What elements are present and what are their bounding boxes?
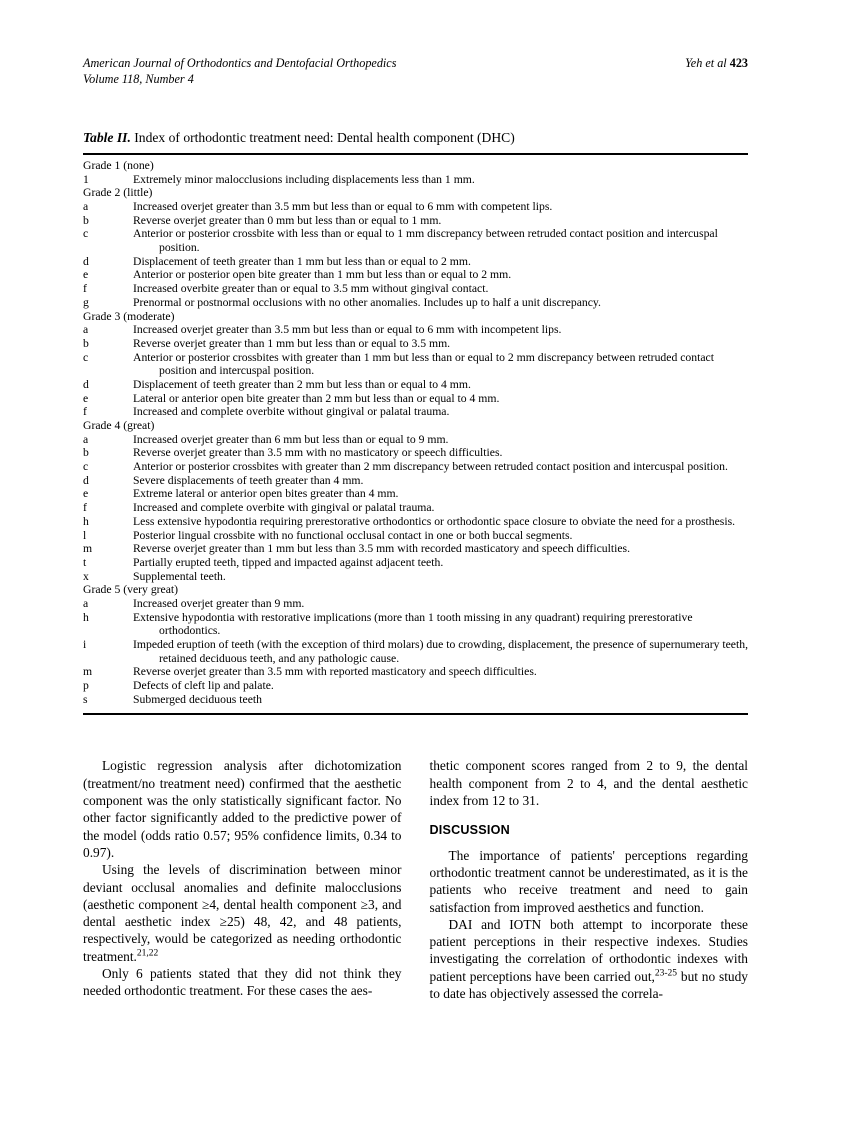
- table-row: [83, 556, 748, 570]
- table-row: [83, 515, 748, 529]
- row-text: Reverse overjet greater than 3.5 mm with no masticatory or speech difficulties.: [133, 446, 503, 460]
- paragraph: Using the levels of discrimination between minor deviant occlusal anomalies and definite malocclusions (aesthetic component ≥4, dental health component ≥3, and dental aesthetic index ≥25) 48, 42, and 48 patients, respectively, would be categorized as needing orthodontic treatment.$^{21,22}$: [83, 862, 402, 964]
- row-code: f: [83, 501, 87, 515]
- row-code: t: [83, 555, 87, 569]
- journal-name: American Journal of Orthodontics and Dentofacial Orthopedics: [83, 56, 397, 70]
- row-text: Posterior lingual crossbite with no functional occlusal contact in one or both buccal segments.: [133, 528, 573, 542]
- row-text: Anterior or posterior crossbite with less than or equal to 1 mm discrepancy between retruded contact position and intercuspal position.: [133, 227, 718, 255]
- row-code: c: [83, 350, 89, 364]
- table-row: [83, 227, 748, 254]
- row-text: Less extensive hypodontia requiring prerestorative orthodontics or orthodontic space closure to obviate the need for a prosthesis.: [133, 514, 736, 528]
- row-code: b: [83, 336, 89, 350]
- table-row: [83, 433, 748, 447]
- row-text: Reverse overjet greater than 1 mm but less than 3.5 mm with recorded masticatory and speech difficulties.: [133, 542, 630, 556]
- table-row: [83, 323, 748, 337]
- table-row: [83, 405, 748, 419]
- row-text: Extreme lateral or anterior open bites greater than 4 mm.: [133, 487, 399, 501]
- table-row: [83, 268, 748, 282]
- table-row: [83, 173, 748, 187]
- table-row: [83, 501, 748, 515]
- row-text: Increased and complete overbite with gingival or palatal trauma.: [133, 501, 435, 515]
- row-code: m: [83, 542, 93, 556]
- citation-superscript: 23-25: [654, 968, 678, 979]
- table-row: [83, 665, 748, 679]
- table-row: [83, 446, 748, 460]
- row-code: e: [83, 268, 89, 282]
- paragraph: Only 6 patients stated that they did not think they needed orthodontic treatment. For these cases the aes-: [83, 966, 402, 999]
- row-code: b: [83, 213, 89, 227]
- authors: Yeh et al: [685, 56, 727, 70]
- row-code: e: [83, 391, 89, 405]
- table-row: [83, 487, 748, 501]
- table-caption: [83, 130, 748, 146]
- table-row: [83, 611, 748, 638]
- page-number: 423: [729, 56, 748, 70]
- row-code: d: [83, 254, 89, 268]
- table-row: [83, 255, 748, 269]
- paragraph: Logistic regression analysis after dichotomization (treatment/no treatment need) confirmed that the aesthetic component was the only statistically significant factor. No other factor significantly added to the predictive power of the model (odds ratio 0.57; 95% confidence limits, 0.34 to 0.97).: [83, 758, 402, 860]
- section-heading: DISCUSSION: [429, 823, 510, 838]
- row-text: Increased and complete overbite without gingival or palatal trauma.: [133, 405, 450, 419]
- table-row: [83, 214, 748, 228]
- row-code: d: [83, 473, 89, 487]
- journal-info: [83, 55, 396, 88]
- row-code: 1: [83, 172, 89, 186]
- row-code: p: [83, 679, 89, 693]
- table-row: [83, 597, 748, 611]
- row-code: a: [83, 323, 89, 337]
- volume-line: Volume 118, Number 4: [83, 72, 194, 87]
- row-code: e: [83, 487, 89, 501]
- row-text: Displacement of teeth greater than 1 mm but less than or equal to 2 mm.: [133, 254, 471, 268]
- row-code: h: [83, 514, 89, 528]
- row-code: c: [83, 227, 89, 241]
- table-row: [83, 529, 748, 543]
- row-text: Reverse overjet greater than 3.5 mm with reported masticatory and speech difficulties.: [133, 665, 537, 679]
- dhc-table-body: [83, 153, 748, 716]
- table-row: [83, 474, 748, 488]
- paragraph: The importance of patients' perceptions regarding orthodontic treatment cannot be underestimated, as it is the patients who receive treatment and need to gain satisfaction from improved aesthetics and function.: [429, 847, 748, 915]
- row-text: Supplemental teeth.: [133, 569, 226, 583]
- row-code: x: [83, 569, 89, 583]
- table-row: [83, 460, 748, 474]
- row-code: d: [83, 377, 89, 391]
- grade-header: Grade 3 (moderate): [83, 309, 175, 323]
- row-text: Anterior or posterior crossbites with greater than 1 mm but less than or equal to 2 mm discrepancy between retruded contact position and intercuspal position.: [133, 350, 714, 378]
- table-row: [83, 296, 748, 310]
- grade-header: Grade 1 (none): [83, 158, 154, 172]
- table-row: [83, 638, 748, 665]
- row-text: Increased overbite greater than or equal to 3.5 mm without gingival contact.: [133, 282, 489, 296]
- row-text: Anterior or posterior open bite greater than 1 mm but less than or equal to 2 mm.: [133, 268, 512, 282]
- row-code: g: [83, 295, 89, 309]
- row-code: h: [83, 610, 89, 624]
- table-row: [83, 392, 748, 406]
- row-text: Severe displacements of teeth greater than 4 mm.: [133, 473, 364, 487]
- table-row: [83, 570, 748, 584]
- row-text: Reverse overjet greater than 0 mm but less than or equal to 1 mm.: [133, 213, 442, 227]
- row-text: Prenormal or postnormal occlusions with no other anomalies. Includes up to half a unit discrepancy.: [133, 295, 601, 309]
- paragraph: DAI and IOTN both attempt to incorporate these patient perceptions in their respective indexes. Studies investigating the correlation of orthodontic indexes with patient perceptions have been carried out,$^{23-25}$ but no study to date has objectively assessed the correla-: [429, 916, 749, 1001]
- table-label: Table II.: [83, 129, 131, 145]
- row-text: Reverse overjet greater than 1 mm but less than or equal to 3.5 mm.: [133, 336, 451, 350]
- body-text: [83, 757, 748, 1002]
- row-code: i: [83, 638, 87, 651]
- row-code: a: [83, 200, 89, 213]
- left-column: [83, 757, 402, 1002]
- row-code: f: [83, 405, 87, 419]
- row-code: c: [83, 460, 89, 474]
- row-code: m: [83, 665, 93, 679]
- page-header: [83, 55, 748, 88]
- table-row: [83, 693, 748, 707]
- row-text: Submerged deciduous teeth: [133, 692, 262, 706]
- row-text: Extremely minor malocclusions including displacements less than 1 mm.: [133, 172, 475, 186]
- table-row: [83, 337, 748, 351]
- row-text: Anterior or posterior crossbites with greater than 2 mm discrepancy between retruded contact position and intercuspal position.: [133, 460, 728, 474]
- row-text: Increased overjet greater than 6 mm but less than or equal to 9 mm.: [133, 432, 449, 446]
- row-code: f: [83, 282, 87, 296]
- row-text: Increased overjet greater than 9 mm.: [133, 596, 305, 610]
- row-code: a: [83, 432, 89, 446]
- citation-superscript: 21,22: [136, 948, 159, 959]
- row-text: Extensive hypodontia with restorative implications (more than 1 tooth missing in any quadrant) requiring prerestorative orthodontics.: [133, 610, 693, 638]
- grade-header: Grade 4 (great): [83, 419, 155, 432]
- table-row: [83, 378, 748, 392]
- table-title: Index of orthodontic treatment need: Dental health component (DHC): [134, 129, 515, 145]
- right-column: [430, 757, 749, 1002]
- row-code: s: [83, 692, 88, 706]
- grade-header: Grade 5 (very great): [83, 583, 179, 597]
- row-code: b: [83, 446, 89, 460]
- row-code: l: [83, 528, 87, 542]
- row-text: Displacement of teeth greater than 2 mm but less than or equal to 4 mm.: [133, 377, 471, 391]
- paragraph: thetic component scores ranged from 2 to 9, the dental health component from 2 to 4, and the dental aesthetic index from 12 to 31.: [429, 758, 748, 809]
- table-row: [83, 200, 748, 214]
- row-code: a: [83, 596, 89, 610]
- table-row: [83, 282, 748, 296]
- row-text: Partially erupted teeth, tipped and impacted against adjacent teeth.: [133, 555, 444, 569]
- row-text: Lateral or anterior open bite greater than 2 mm but less than or equal to 4 mm.: [133, 391, 500, 405]
- row-text: Increased overjet greater than 3.5 mm but less than or equal to 6 mm with competent lips.: [133, 200, 553, 213]
- table-row: [83, 679, 748, 693]
- row-text: Defects of cleft lip and palate.: [133, 679, 274, 693]
- table-row: [83, 542, 748, 556]
- table-row: [83, 351, 748, 378]
- grade-header: Grade 2 (little): [83, 186, 153, 200]
- row-text: Impeded eruption of teeth (with the exception of third molars) due to crowding, displacement, the presence of supernumerary teeth, retained deciduous teeth, and any pathologic cause.: [133, 638, 749, 665]
- running-head: [685, 55, 748, 71]
- row-text: Increased overjet greater than 3.5 mm but less than or equal to 6 mm with incompetent lips.: [133, 323, 562, 337]
